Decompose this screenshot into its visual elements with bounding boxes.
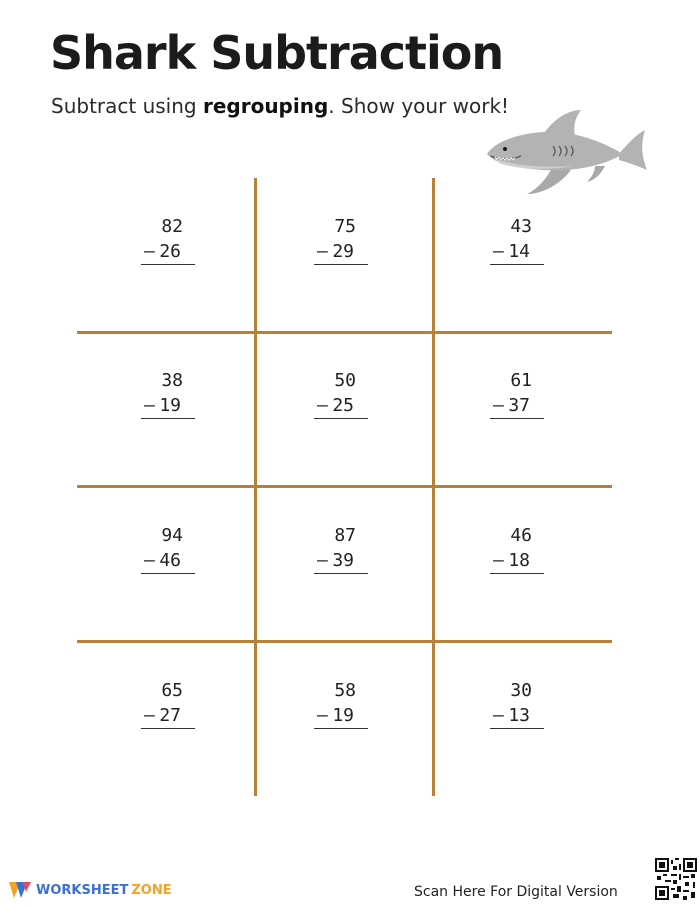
minuend: 87 — [334, 525, 356, 546]
brand-first: WORKSHEET — [36, 882, 129, 898]
subtrahend: 19 — [332, 705, 354, 726]
subtrahend-row — [490, 549, 544, 574]
problem-7 — [117, 523, 197, 574]
subtrahend: 46 — [159, 550, 181, 571]
minus-sign: – — [144, 705, 155, 726]
grid-line-horizontal — [77, 331, 612, 334]
grid-line-horizontal — [77, 640, 612, 643]
minus-sign: – — [317, 550, 328, 571]
subtrahend-row — [314, 240, 368, 265]
subtrahend: 18 — [508, 550, 530, 571]
subtrahend: 37 — [508, 395, 530, 416]
brand-second: ZONE — [131, 882, 172, 898]
minus-sign: – — [493, 550, 504, 571]
subtrahend: 13 — [508, 705, 530, 726]
minuend: 50 — [334, 370, 356, 391]
subtrahend-row — [141, 704, 195, 729]
worksheetzone-logo[interactable] — [8, 880, 172, 900]
minus-sign: – — [317, 705, 328, 726]
subtrahend-row — [141, 549, 195, 574]
minus-sign: – — [317, 395, 328, 416]
minus-sign: – — [493, 395, 504, 416]
problem-6 — [466, 368, 546, 419]
subtrahend: 27 — [159, 705, 181, 726]
instruction-suffix: . Show your work! — [328, 94, 510, 118]
subtrahend: 26 — [159, 241, 181, 262]
problem-12 — [466, 678, 546, 729]
subtrahend: 29 — [332, 241, 354, 262]
subtrahend: 14 — [508, 241, 530, 262]
subtrahend-row — [490, 240, 544, 265]
subtrahend-row — [141, 394, 195, 419]
minuend: 61 — [510, 370, 532, 391]
instruction-bold: regrouping — [202, 94, 329, 118]
minuend: 65 — [161, 680, 183, 701]
subtrahend: 19 — [159, 395, 181, 416]
scan-text: Scan Here For Digital Version — [414, 884, 618, 900]
minuend: 46 — [510, 525, 532, 546]
instructions — [51, 94, 509, 118]
minuend: 58 — [334, 680, 356, 701]
minuend: 30 — [510, 680, 532, 701]
subtrahend: 25 — [332, 395, 354, 416]
minus-sign: – — [144, 395, 155, 416]
minus-sign: – — [493, 705, 504, 726]
problem-4 — [117, 368, 197, 419]
problem-5 — [290, 368, 370, 419]
subtrahend-row — [490, 394, 544, 419]
subtrahend-row — [314, 549, 368, 574]
subtrahend-row — [141, 240, 195, 265]
page-title: Shark Subtraction — [50, 26, 504, 80]
grid-line-horizontal — [77, 485, 612, 488]
minuend: 43 — [510, 216, 532, 237]
problem-1 — [117, 214, 197, 265]
minuend: 38 — [161, 370, 183, 391]
subtrahend-row — [314, 704, 368, 729]
problem-2 — [290, 214, 370, 265]
subtrahend-row — [490, 704, 544, 729]
minuend: 82 — [161, 216, 183, 237]
minus-sign: – — [144, 550, 155, 571]
problem-9 — [466, 523, 546, 574]
subtrahend-row — [314, 394, 368, 419]
instruction-prefix: Subtract using — [51, 94, 203, 118]
qr-code-icon[interactable] — [655, 858, 697, 900]
minuend: 75 — [334, 216, 356, 237]
problem-grid — [77, 178, 612, 796]
worksheetzone-logo-icon — [8, 880, 32, 900]
minuend: 94 — [161, 525, 183, 546]
subtrahend: 39 — [332, 550, 354, 571]
minus-sign: – — [317, 241, 328, 262]
problem-3 — [466, 214, 546, 265]
problem-10 — [117, 678, 197, 729]
problem-8 — [290, 523, 370, 574]
minus-sign: – — [144, 241, 155, 262]
problem-11 — [290, 678, 370, 729]
minus-sign: – — [493, 241, 504, 262]
